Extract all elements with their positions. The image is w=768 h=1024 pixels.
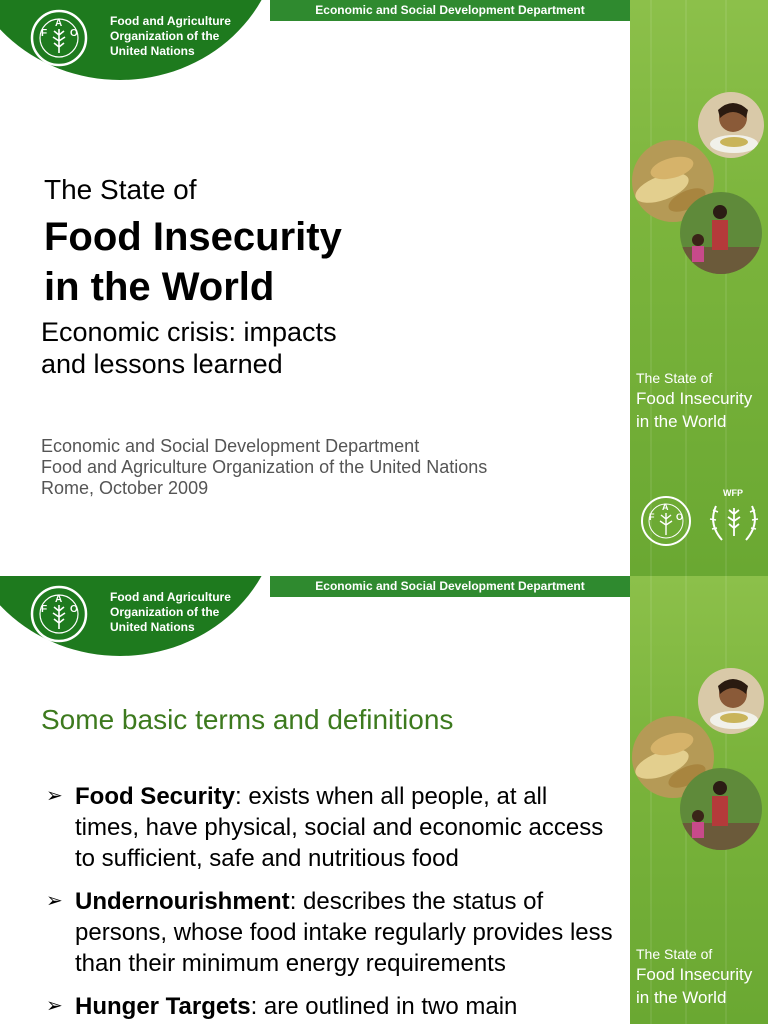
wfp-label: WFP xyxy=(723,488,743,498)
child-photo-icon xyxy=(698,668,764,734)
svg-text:O: O xyxy=(70,28,78,39)
svg-text:A: A xyxy=(55,18,63,29)
term-definition: : describes the status of persons, whose food intake regularly provides less than their minimum energy requirements xyxy=(75,888,613,977)
arrow-bullet-icon: ➢ xyxy=(46,995,63,1017)
wfp-emblem-icon xyxy=(706,498,762,546)
department-bar: Economic and Social Development Department xyxy=(270,0,630,21)
credits: Economic and Social Development Department Food and Agriculture Organization of the United Nations Rome, October 2009 xyxy=(41,436,488,498)
side-pre-title: The State of xyxy=(636,370,713,386)
slide-title: Food Insecurity in the World xyxy=(44,215,342,309)
term-label: Hunger Targets xyxy=(75,993,251,1020)
side-panel xyxy=(630,576,768,1024)
side-pre-title: The State of xyxy=(636,946,713,962)
slide-subtitle: Economic crisis: impacts and lessons learned xyxy=(41,317,337,379)
svg-text:A: A xyxy=(662,502,669,512)
child-photo-icon xyxy=(698,92,764,158)
fao-emblem-icon xyxy=(640,495,692,547)
side-panel xyxy=(630,0,768,576)
fao-logo-icon xyxy=(30,585,88,643)
svg-text:O: O xyxy=(70,604,78,615)
definitions-slide xyxy=(0,576,768,1024)
svg-text:F: F xyxy=(41,28,48,39)
organization-name: Food and Agriculture Organization of the United Nations xyxy=(110,14,231,58)
term-label: Food Security xyxy=(75,783,236,810)
svg-text:O: O xyxy=(676,512,684,522)
term-definition: : are outlined in two main xyxy=(250,993,518,1020)
organization-name: Food and Agriculture Organization of the United Nations xyxy=(110,590,231,634)
svg-text:F: F xyxy=(649,512,655,522)
list-item xyxy=(46,781,616,874)
arrow-bullet-icon: ➢ xyxy=(46,890,63,912)
people-photo-icon xyxy=(680,768,762,850)
department-bar: Economic and Social Development Department xyxy=(270,576,630,597)
side-title: Food Insecurity in the World xyxy=(636,389,753,431)
arrow-bullet-icon: ➢ xyxy=(46,785,63,807)
definitions-list xyxy=(46,781,616,1024)
pre-title: The State of xyxy=(44,174,197,205)
svg-text:A: A xyxy=(55,594,63,605)
svg-text:F: F xyxy=(41,604,48,615)
list-item xyxy=(46,886,616,979)
section-heading: Some basic terms and definitions xyxy=(41,704,454,735)
people-photo-icon xyxy=(680,192,762,274)
list-item xyxy=(46,991,616,1022)
side-title: Food Insecurity in the World xyxy=(636,965,753,1007)
fao-logo-icon xyxy=(30,9,88,67)
term-definition: : exists when all people, at all times, have physical, social and economic access to sufficient, safe and nutritious food xyxy=(75,783,604,872)
term-label: Undernourishment xyxy=(75,888,290,915)
